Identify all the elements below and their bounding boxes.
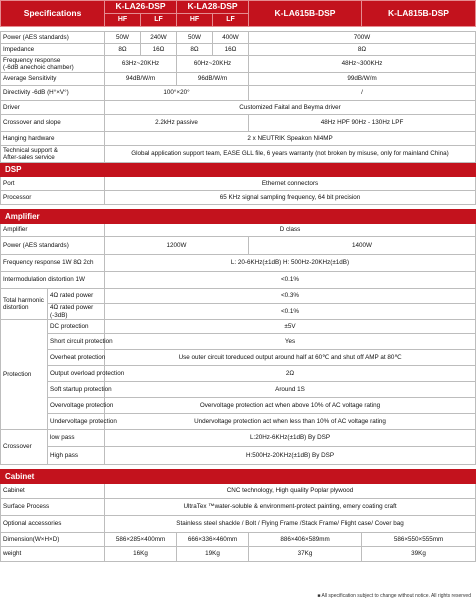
imd-label: Intermodulation distortion 1W (1, 272, 105, 289)
hf-label: HF (177, 14, 213, 27)
sensitivity-value: 99dB/W/m (249, 73, 476, 86)
frequency-value: 48Hz~300KHz (249, 56, 476, 73)
driver-label: Driver (1, 101, 105, 115)
sensitivity-value: 94dB/W/m (105, 73, 177, 86)
crossover-label: Crossover (1, 430, 48, 465)
power-value: 400W (213, 32, 249, 44)
high-pass-value: H:500Hz-20KHz(±1dB) By DSP (105, 447, 476, 465)
amplifier-value: D class (105, 224, 476, 237)
thd-value: <0.1% (105, 304, 476, 320)
thd-label (1, 289, 48, 320)
directivity-value: 100°×20° (105, 86, 249, 101)
crossover-slope-label: Crossover and slope (1, 115, 105, 132)
impedance-value: 8Ω (249, 44, 476, 56)
protection-item-label: Output overload protection (48, 366, 105, 382)
amplifier-label: Amplifier (1, 224, 105, 237)
surface-process-label: Surface Process (1, 499, 105, 516)
hf-label: HF (105, 14, 141, 27)
protection-item-value: Overvoltage protection act when above 10% of AC voltage rating (105, 398, 476, 414)
dimension-label: Dimension(W×H×D) (1, 533, 105, 547)
power-value: 50W (105, 32, 141, 44)
dimension-value: 666×336×460mm (177, 533, 249, 547)
impedance-value: 8Ω (177, 44, 213, 56)
protection-item-value: ±5V (105, 320, 476, 334)
impedance-value: 16Ω (141, 44, 177, 56)
hanging-hardware-value: 2 x NEUTRIK Speakon NI4MP (105, 132, 476, 146)
protection-item-label: Undervoltage protection (48, 414, 105, 430)
amp-power-label: Power (AES standards) (1, 237, 105, 255)
hanging-hardware-label: Hanging hardware (1, 132, 105, 146)
sensitivity-value: 96dB/W/m (177, 73, 249, 86)
driver-value: Customized Faital and Beyma driver (105, 101, 476, 115)
thd-sub-label (48, 304, 105, 320)
footnote: ■ All specification subject to change without notice. All rights reserved (317, 593, 471, 599)
amplifier-section-title: Amplifier (1, 210, 476, 224)
protection-item-label: Short circuit protection (48, 334, 105, 350)
lf-label: LF (213, 14, 249, 27)
frequency-value: 60Hz~20KHz (177, 56, 249, 73)
crossover-value: 2.2kHz passive (105, 115, 249, 132)
weight-value: 19Kg (177, 547, 249, 562)
low-pass-label: low pass (48, 430, 105, 447)
cabinet-section-title: Cabinet (1, 470, 476, 484)
frequency-response-label (1, 56, 105, 73)
cabinet-value: CNC technology, High quality Poplar plywood (105, 484, 476, 499)
thd-label-line2: distortion (3, 304, 29, 311)
support-label-line1: Technical support & (3, 146, 58, 154)
dimension-value: 586×285×400mm (105, 533, 177, 547)
cabinet-label: Cabinet (1, 484, 105, 499)
support-value: Global application support team, EASE GLL file, 6 years warranty (not broken by misuse, only for mainland China) (105, 146, 476, 163)
thd-value: <0.3% (105, 289, 476, 304)
low-pass-value: L:20Hz-6KHz(±1dB) By DSP (105, 430, 476, 447)
frequency-label-line2: (-6dB anechoic chamber) (3, 64, 74, 71)
dimension-value: 886×406×589mm (249, 533, 362, 547)
directivity-label: Directivity -6dB (H°×V°) (1, 86, 105, 101)
directivity-value: / (249, 86, 476, 101)
protection-item-label: Overvoltage protection (48, 398, 105, 414)
amp-power-value: 1400W (249, 237, 476, 255)
power-value: 700W (249, 32, 476, 44)
impedance-value: 16Ω (213, 44, 249, 56)
model-k-la815b-dsp: K-LA815B-DSP (362, 1, 476, 27)
frequency-value: 63Hz~20KHz (105, 56, 177, 73)
dimension-value: 586×550×555mm (362, 533, 476, 547)
high-pass-label: High pass (48, 447, 105, 465)
protection-item-value: Use outer circuit toreduced output around half at 60℃ and shut off AMP at 80℃ (105, 350, 476, 366)
power-value: 240W (141, 32, 177, 44)
protection-item-label: DC protection (48, 320, 105, 334)
protection-item-label: Overheat protection (48, 350, 105, 366)
processor-value: 65 KHz signal sampling frequency, 64 bit precision (105, 191, 476, 205)
protection-item-value: 2Ω (105, 366, 476, 382)
power-value: 50W (177, 32, 213, 44)
weight-value: 37Kg (249, 547, 362, 562)
imd-value: <0.1% (105, 272, 476, 289)
protection-item-value: Undervoltage protection act when less than 10% of AC voltage rating (105, 414, 476, 430)
dsp-section-title: DSP (1, 163, 476, 177)
impedance-value: 8Ω (105, 44, 141, 56)
weight-value: 16Kg (105, 547, 177, 562)
impedance-label: Impedance (1, 44, 105, 56)
amp-frequency-value: L: 20-6KHz(±1dB) H: 500Hz-20KHz(±1dB) (105, 255, 476, 272)
crossover-value: 48Hz HPF 90Hz - 130Hz LPF (249, 115, 476, 132)
thd-sub-label: 4Ω rated power (48, 289, 105, 304)
port-value: Ethernet connectors (105, 177, 476, 191)
accessories-value: Stainless steel shackle / Bolt / Flying Frame /Stack Frame/ Flight case/ Cover bag (105, 516, 476, 533)
sensitivity-label: Average Sensitivity (1, 73, 105, 86)
protection-label: Protection (1, 320, 48, 430)
protection-item-value: Yes (105, 334, 476, 350)
weight-value: 39Kg (362, 547, 476, 562)
thd-label-line1: Total harmonic (3, 296, 44, 304)
model-k-la26-dsp: K-LA26-DSP (105, 1, 177, 14)
model-k-la615b-dsp: K-LA615B-DSP (249, 1, 362, 27)
protection-item-value: Around 1S (105, 382, 476, 398)
amp-frequency-label: Frequency response 1W 8Ω 2ch (1, 255, 105, 272)
processor-label: Processor (1, 191, 105, 205)
lf-label: LF (141, 14, 177, 27)
surface-process-value: UltraTex ™water-soluble & environment-protect painting, emery coating craft (105, 499, 476, 516)
accessories-label: Optional accessories (1, 516, 105, 533)
support-label (1, 146, 105, 163)
thd-sub-label-line1: 4Ω rated power (50, 304, 94, 312)
amp-power-value: 1200W (105, 237, 249, 255)
weight-label: weight (1, 547, 105, 562)
specifications-heading: Specifications (1, 1, 105, 27)
port-label: Port (1, 177, 105, 191)
protection-item-label: Soft startup protection (48, 382, 105, 398)
support-label-line2: After-sales service (3, 154, 55, 161)
model-k-la28-dsp: K-LA28-DSP (177, 1, 249, 14)
thd-sub-label-line2: (-3dB) (50, 311, 68, 319)
frequency-label-line1: Frequency response (3, 56, 61, 64)
power-label: Power (AES standards) (1, 32, 105, 44)
